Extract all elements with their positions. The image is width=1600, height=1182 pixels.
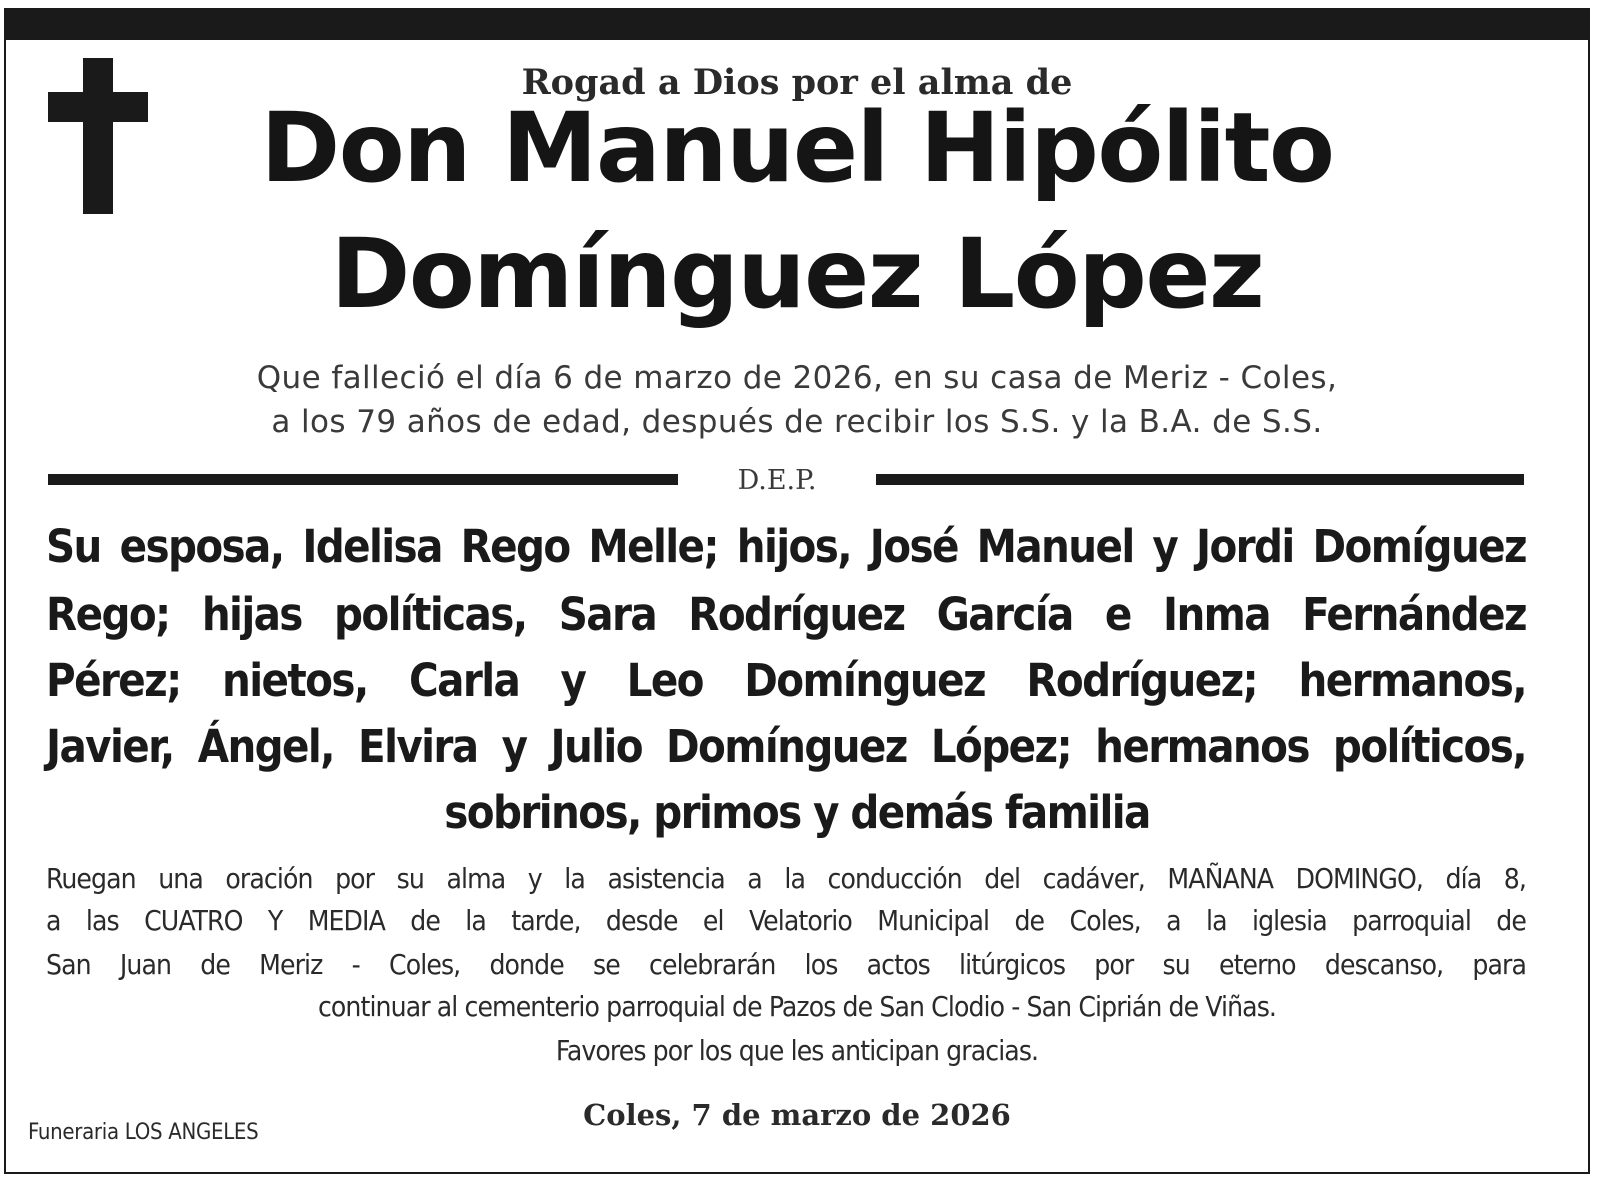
death-details-line-2: a los 79 años de edad, después de recibir los S.S. y la B.A. de S.S. xyxy=(271,404,1323,440)
dep-label: D.E.P. xyxy=(737,465,817,496)
family-line: Pérez; nietos, Carla y Leo Domínguez Rodríguez; hermanos, xyxy=(46,654,1526,707)
top-black-bar xyxy=(6,10,1588,40)
family-line: sobrinos, primos y demás familia xyxy=(444,786,1150,839)
family-line: Su esposa, Idelisa Rego Melle; hijos, José Manuel y Jordi Domíguez xyxy=(46,520,1526,573)
place-date: Coles, 7 de marzo de 2026 xyxy=(583,1098,1011,1132)
intro-text: Rogad a Dios por el alma de xyxy=(521,62,1073,103)
divider-right xyxy=(876,474,1524,485)
family-line: Rego; hijas políticas, Sara Rodríguez García e Inma Fernández xyxy=(46,588,1526,641)
funeral-line: a las CUATRO Y MEDIA de la tarde, desde el Velatorio Municipal de Coles, a la iglesia parroquial de xyxy=(46,904,1526,937)
divider-left xyxy=(48,474,678,485)
death-details-line-1: Que falleció el día 6 de marzo de 2026, en su casa de Meriz - Coles, xyxy=(256,360,1338,396)
deceased-name-line-1: Don Manuel Hipólito xyxy=(260,92,1334,204)
funeral-line: San Juan de Meriz - Coles, donde se celebrarán los actos litúrgicos por su eterno descanso, para xyxy=(46,948,1526,981)
deceased-name-line-2: Domínguez López xyxy=(330,218,1264,330)
funeral-line: Favores por los que les anticipan gracias. xyxy=(555,1034,1039,1067)
funeral-home-credit: Funeraria LOS ANGELES xyxy=(28,1120,259,1145)
funeral-line: Ruegan una oración por su alma y la asistencia a la conducción del cadáver, MAÑANA DOMINGO, día 8, xyxy=(46,862,1526,895)
funeral-line: continuar al cementerio parroquial de Pazos de San Clodio - San Ciprián de Viñas. xyxy=(317,990,1277,1023)
obituary-notice xyxy=(4,8,1590,1174)
family-line: Javier, Ángel, Elvira y Julio Domínguez López; hermanos políticos, xyxy=(46,720,1526,773)
